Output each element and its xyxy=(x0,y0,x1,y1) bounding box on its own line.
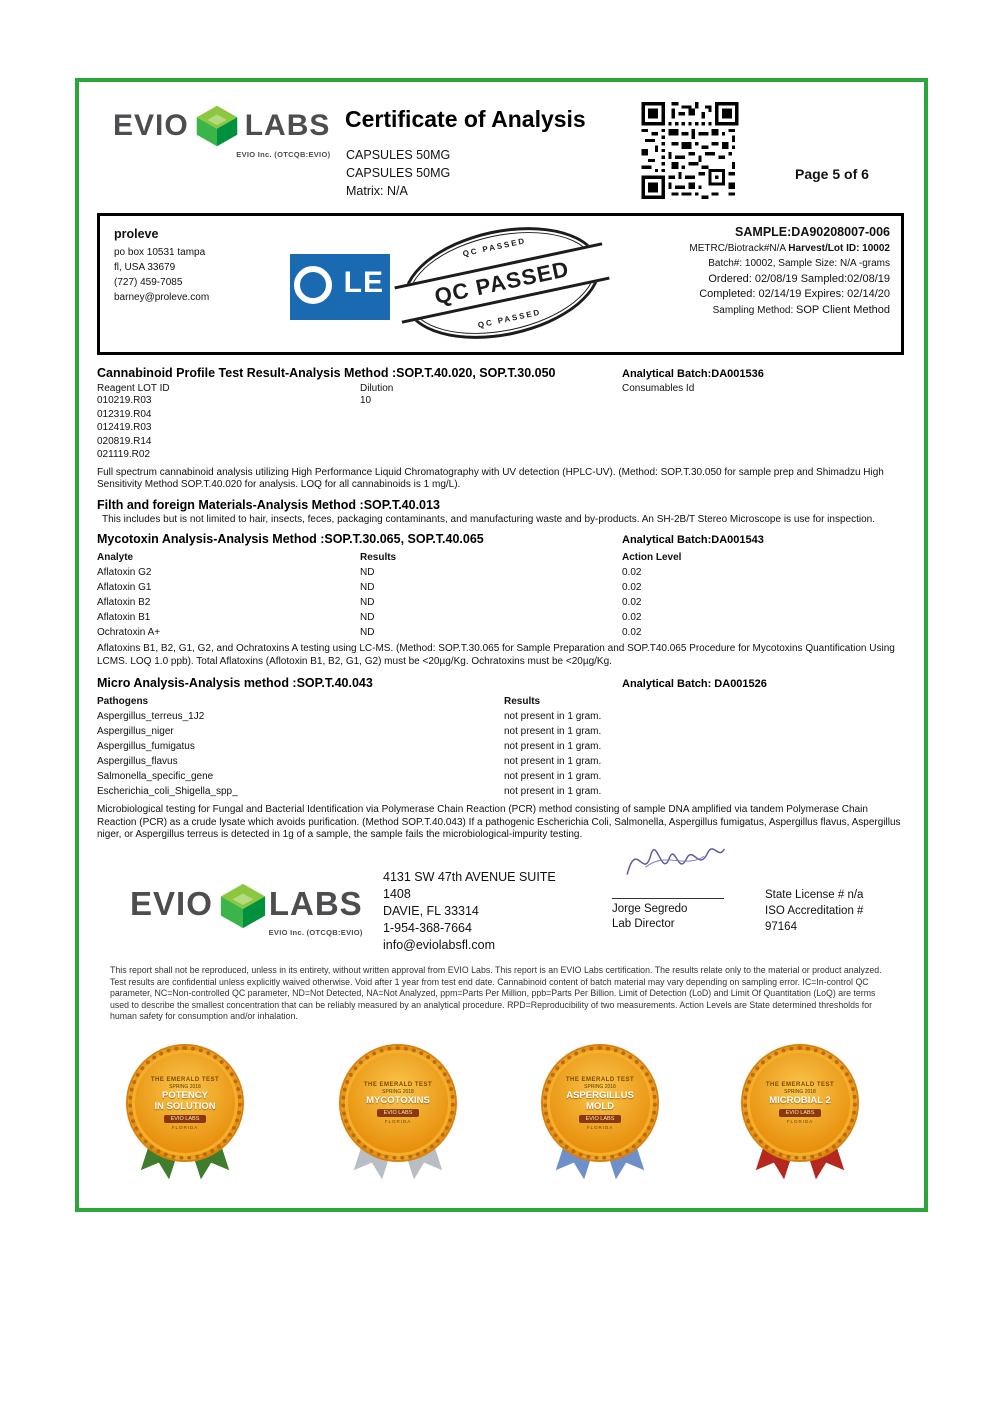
reagent-lot: 012319.R04 xyxy=(97,408,152,420)
client-address-2: fl, USA 33679 xyxy=(114,262,176,273)
sample-id: SAMPLE:DA90208007-006 xyxy=(735,225,890,239)
col-reagent: Reagent LOT ID xyxy=(97,383,170,394)
badge-season: SPRING 2018 xyxy=(169,1083,201,1090)
micro-note: Microbiological testing for Fungal and Bacterial Identification via Polymerase Chain Reaction (PCR) method consisting of sample DNA amplified via tandem Polymerase Chain Reaction (PCR) as a crude lysate which avoids purification. (Method SOP.T.40.043) If a pathogenic Escherichia Coli, Salmonella, Aspergillus fumigatus, Aspergillus flavus, Aspergillus niger, or Aspergillus terreus is detected in 1g of a sample, the sample fails the microbiological-impurity testing. xyxy=(97,804,901,840)
cannabinoid-heading: Cannabinoid Profile Test Result-Analysis Method :SOP.T.40.020, SOP.T.30.050 xyxy=(97,366,556,380)
cannabinoid-heading-row xyxy=(97,366,904,380)
medal-circle xyxy=(743,1046,857,1160)
client-phone: (727) 459-7085 xyxy=(114,277,183,288)
logo-text-evio: EVIO xyxy=(113,109,189,142)
result: not present in 1 gram. xyxy=(504,771,602,782)
analyte: Aflatoxin G1 xyxy=(97,582,152,593)
award-badge-microbial xyxy=(740,1046,860,1184)
sampling-method-value: SOP Client Method xyxy=(796,303,890,316)
product-info xyxy=(346,146,450,200)
dilution-value: 10 xyxy=(360,395,372,406)
reagent-lot: 020819.R14 xyxy=(97,435,152,447)
qr-code xyxy=(639,102,741,199)
report-sections xyxy=(97,366,904,842)
lab-address-2: 1408 xyxy=(383,887,411,901)
sampling-method-label: Sampling Method: xyxy=(712,304,797,316)
reagent-row xyxy=(97,448,904,462)
evio-cube-icon xyxy=(195,104,239,148)
badge-arc-text: THE EMERALD TEST xyxy=(150,1076,220,1083)
cannabinoid-note: Full spectrum cannabinoid analysis utilizing High Performance Liquid Chromatography with UV detection (HPLC-UV). (Method: SOP.T.30.050 for sample prep and Shimadzu High Sensitivity Method SOP.T.40.020 for analysis. LOQ for all cannabinoids is 1 mg/L). xyxy=(97,466,884,490)
filth-note: This includes but is not limited to hair, insects, feces, packaging contaminants, and manufacturing waste and by-products. An SH-2B/T Stereo Microscope is use for inspection. xyxy=(102,513,875,525)
result: ND xyxy=(360,597,375,608)
badge-title-2: MOLD xyxy=(586,1100,614,1112)
reagent-row xyxy=(97,421,904,435)
award-badge-potency xyxy=(125,1046,245,1184)
mycotoxin-row xyxy=(97,565,904,580)
signatory xyxy=(612,902,687,932)
pathogen: Aspergillus_fumigatus xyxy=(97,741,195,752)
th-analyte: Analyte xyxy=(97,552,134,563)
award-badge-aspergillus xyxy=(540,1046,660,1184)
completed-line: Completed: 02/14/19 Expires: 02/14/20 xyxy=(699,288,890,300)
client-name: proleve xyxy=(114,227,159,241)
badge-season: SPRING 2018 xyxy=(784,1089,816,1095)
client-address-1: po box 10531 tampa xyxy=(114,247,206,258)
page-number: Page 5 of 6 xyxy=(795,166,869,182)
th-action-level: Action Level xyxy=(622,552,682,563)
pathogen: Salmonella_specific_gene xyxy=(97,771,214,782)
reagent-row xyxy=(97,408,904,422)
logo-tagline: EVIO Inc. (OTCQB:EVIO) xyxy=(236,150,331,159)
mycotoxin-heading-row xyxy=(97,532,904,546)
metrc-line xyxy=(689,241,890,257)
iso-accreditation: ISO Accreditation # xyxy=(765,905,864,917)
badge-arc-text: THE EMERALD TEST xyxy=(765,1082,835,1088)
proleve-logo-ring xyxy=(294,266,332,304)
result: ND xyxy=(360,582,375,593)
result: not present in 1 gram. xyxy=(504,711,602,722)
lab-address-3: DAVIE, FL 33314 xyxy=(383,904,479,918)
award-badge-mycotoxins xyxy=(338,1046,458,1184)
signature-line xyxy=(612,898,724,899)
sample-details xyxy=(689,225,890,318)
evio-labs-logo-header xyxy=(113,104,330,159)
result: not present in 1 gram. xyxy=(504,756,602,767)
badge-title: ASPERGILLUS xyxy=(566,1089,634,1101)
badge-state: FLORIDA xyxy=(586,1124,614,1130)
analyte: Aflatoxin B2 xyxy=(97,597,151,608)
analyte: Aflatoxin B1 xyxy=(97,612,151,623)
client-block xyxy=(114,227,209,305)
th-results: Results xyxy=(360,552,397,563)
matrix-line: Matrix: N/A xyxy=(346,184,408,198)
badge-state: FLORIDA xyxy=(384,1119,412,1124)
badge-lab: EVIO LABS xyxy=(377,1109,420,1117)
lab-address-block xyxy=(383,869,556,954)
proleve-logo-letters: LE xyxy=(343,266,384,299)
reagent-row xyxy=(97,394,904,408)
badge-title-2: IN SOLUTION xyxy=(154,1100,216,1112)
logo-text-labs: LABS xyxy=(268,885,363,922)
micro-heading-row xyxy=(97,676,904,690)
reagent-lot: 010219.R03 xyxy=(97,395,152,406)
analyte: Ochratoxin A+ xyxy=(97,627,161,638)
micro-row xyxy=(97,769,904,784)
result: ND xyxy=(360,627,375,638)
pathogen: Escherichia_coli_Shigella_spp_ xyxy=(97,786,238,797)
product-line-1: CAPSULES 50MG xyxy=(346,148,451,162)
evio-labs-logo-footer xyxy=(130,882,363,937)
sample-info-box xyxy=(97,213,904,355)
lab-phone: 1-954-368-7664 xyxy=(383,921,472,935)
micro-row xyxy=(97,754,904,769)
mycotoxin-batch: Analytical Batch:DA001543 xyxy=(622,534,764,546)
iso-number: 97164 xyxy=(765,921,797,933)
medal-circle xyxy=(341,1046,455,1160)
proleve-logo xyxy=(290,254,390,320)
stamp-arc-top: QC PASSED xyxy=(461,236,527,259)
page-title: Certificate of Analysis xyxy=(345,106,586,132)
action-level: 0.02 xyxy=(622,612,642,623)
badge-season: SPRING 2018 xyxy=(584,1083,616,1090)
pathogen: Aspergillus_terreus_1J2 xyxy=(97,711,205,722)
badge-title: POTENCY xyxy=(162,1089,208,1101)
micro-row xyxy=(97,709,904,724)
pathogen: Aspergillus_niger xyxy=(97,726,174,737)
logo-text-labs: LABS xyxy=(244,109,331,142)
ordered-line: Ordered: 02/08/19 Sampled:02/08/19 xyxy=(708,272,890,285)
action-level: 0.02 xyxy=(622,582,642,593)
micro-row xyxy=(97,739,904,754)
micro-heading: Micro Analysis-Analysis method :SOP.T.40.043 xyxy=(97,676,373,690)
mycotoxin-row xyxy=(97,625,904,640)
col-dilution: Dilution xyxy=(360,383,394,394)
qc-passed-stamp xyxy=(393,210,611,355)
reagent-lot: 012419.R03 xyxy=(97,422,152,433)
batch-line: Batch#: 10002, Sample Size: N/A -grams xyxy=(708,258,890,269)
micro-table-header xyxy=(97,694,904,709)
disclaimer-text: This report shall not be reproduced, unless in its entirety, without written approval from EVIO Labs. This report is an EVIO Labs certification. The results relate only to the material or product analyzed. Test results are confidential unless explicitly waived otherwise. Void after 1 year from test end date. Cannabinoid content of batch material may vary depending on sampling error. IC=In-control QC parameter, NC=Non-controlled QC parameter, ND=Not Detected, NA=Not Analyzed, ppm=Parts Per Million, ppb=Parts Per Billion. Limit of Detection (LoD) and Limit Of Quantitation (LoQ) are terms used to describe the smallest concentration that can be reliably measured by an analytical procedure. RPD=Reproducibility of two measurements. Action Levels are State determined thresholds for human safety for consumption and/or inhalation. xyxy=(110,965,882,1021)
client-email: barney@proleve.com xyxy=(114,292,210,303)
result: ND xyxy=(360,567,375,578)
reagent-lot: 021119.R02 xyxy=(97,449,151,460)
logo-text-evio: EVIO xyxy=(130,885,213,922)
badge-state: FLORIDA xyxy=(786,1119,814,1124)
signatory-name: Jorge Segredo xyxy=(612,903,688,915)
reagent-row xyxy=(97,435,904,449)
evio-cube-icon xyxy=(219,882,263,926)
state-license: State License # n/a xyxy=(765,889,864,901)
metrc-prefix: METRC/Biotrack#N/A xyxy=(689,242,789,254)
micro-batch: Analytical Batch: DA001526 xyxy=(622,678,767,690)
badge-state: FLORIDA xyxy=(171,1124,199,1130)
pathogen: Aspergillus_flavus xyxy=(97,756,178,767)
badge-title: MYCOTOXINS xyxy=(366,1095,430,1106)
badge-title: MICROBIAL 2 xyxy=(769,1095,831,1106)
action-level: 0.02 xyxy=(622,597,642,608)
result: ND xyxy=(360,612,375,623)
badge-lab: EVIO LABS xyxy=(579,1115,622,1123)
lab-address-1: 4131 SW 47th AVENUE SUITE xyxy=(383,870,556,884)
license-block xyxy=(765,887,863,935)
micro-row xyxy=(97,784,904,799)
action-level: 0.02 xyxy=(622,567,642,578)
micro-row xyxy=(97,724,904,739)
mycotoxin-note: Aflatoxins B1, B2, G1, G2, and Ochratoxins A testing using LC-MS. (Method: SOP.T.30.065 for Sample Preparation and SOP.T40.065 Procedure for Mycotoxins Quantification Using LCMS. LOQ 1.0 ppb). Total Aflatoxins (Aflotoxin B1, B2, G1, G2) must be <20µg/Kg. Ochratoxins must be <20µg/Kg. xyxy=(97,643,895,667)
sampling-method-line xyxy=(689,303,890,319)
mycotoxin-row xyxy=(97,580,904,595)
badge-arc-text: THE EMERALD TEST xyxy=(565,1076,635,1083)
stamp-text: QC PASSED xyxy=(432,256,572,309)
product-line-2: CAPSULES 50MG xyxy=(346,166,451,180)
badge-season: SPRING 2018 xyxy=(382,1089,414,1095)
mycotoxin-heading: Mycotoxin Analysis-Analysis Method :SOP.T.30.065, SOP.T.40.065 xyxy=(97,532,484,546)
signature-icon xyxy=(618,828,728,890)
mycotoxin-row xyxy=(97,595,904,610)
medal-circle xyxy=(543,1046,657,1160)
signatory-title: Lab Director xyxy=(612,918,675,930)
result: not present in 1 gram. xyxy=(504,786,602,797)
cannabinoid-batch: Analytical Batch:DA001536 xyxy=(622,368,764,380)
result: not present in 1 gram. xyxy=(504,741,602,752)
mycotoxin-row xyxy=(97,610,904,625)
harvest-lot-id: Harvest/Lot ID: 10002 xyxy=(788,242,890,254)
badge-lab: EVIO LABS xyxy=(779,1109,822,1117)
th-pathogens: Pathogens xyxy=(97,696,149,707)
cannabinoid-column-headers xyxy=(97,383,904,394)
stamp-arc-bottom: QC PASSED xyxy=(477,307,543,330)
medal-circle xyxy=(128,1046,242,1160)
col-consumables: Consumables Id xyxy=(622,383,695,394)
badge-lab: EVIO LABS xyxy=(164,1115,207,1123)
mycotoxin-table-header xyxy=(97,550,904,565)
th-results: Results xyxy=(504,696,541,707)
analyte: Aflatoxin G2 xyxy=(97,567,152,578)
filth-heading: Filth and foreign Materials-Analysis Method :SOP.T.40.013 xyxy=(97,497,440,512)
logo-tagline: EVIO Inc. (OTCQB:EVIO) xyxy=(268,928,363,937)
result: not present in 1 gram. xyxy=(504,726,602,737)
badge-arc-text: THE EMERALD TEST xyxy=(363,1082,433,1088)
lab-email: info@eviolabsfl.com xyxy=(383,938,496,952)
action-level: 0.02 xyxy=(622,627,642,638)
